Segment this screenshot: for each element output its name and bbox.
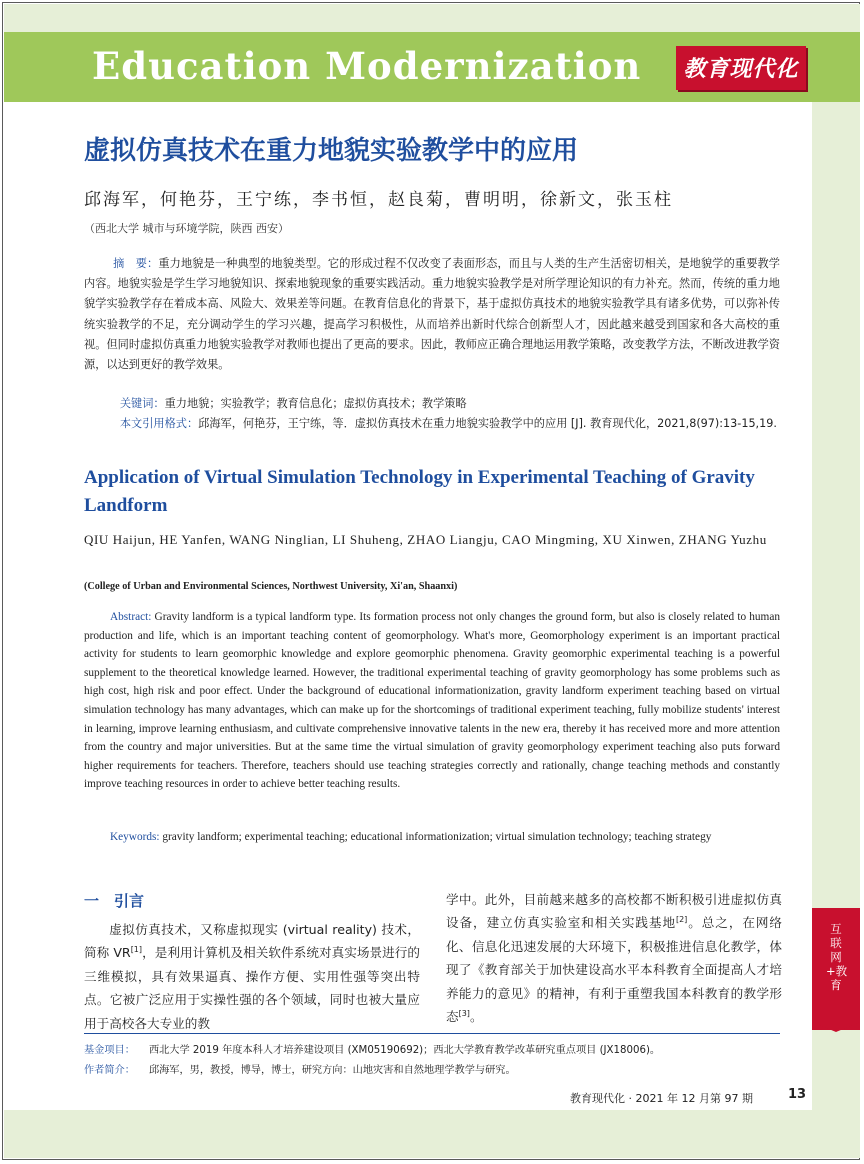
english-keywords xyxy=(84,828,780,847)
body-right-text-3: 。 xyxy=(469,1009,483,1025)
body-right-text-1: 学中。此外，目前越来越多的高校都不断积极引进虚拟仿真设备，建立仿真实验室和相关实践基地 xyxy=(446,892,782,931)
body-column-left xyxy=(84,918,420,1035)
journal-header-title: Education Modernization xyxy=(92,44,642,88)
english-keywords-text: gravity landform; experimental teaching; educational informationization; virtual simulation technology; teaching strategy xyxy=(159,831,712,843)
side-tab-label: 互联网+教育 xyxy=(826,922,848,992)
body-left-text-2: ，是利用计算机及相关软件系统对真实场景进行的三维模拟，具有效果逼真、操作方便、实用性强等突出特点。它被广泛应用于实操性强的各个领域，同时也被大量应用于高校各大专业的教 xyxy=(84,945,421,1031)
chinese-authors: 邱海军，何艳芬，王宁练，李书恒，赵良菊，曹明明，徐新文，张玉柱 xyxy=(84,190,673,210)
page-number: 13 xyxy=(788,1087,807,1102)
reference-marker-2[interactable]: [2] xyxy=(675,915,688,925)
header-top-band xyxy=(4,4,860,32)
side-tab-notch xyxy=(812,1022,860,1032)
journal-brand-logo xyxy=(676,46,806,90)
body-left-text-1: 虚拟仿真技术，又称虚拟现实 (virtual reality) 技术，简称 VR xyxy=(84,922,420,961)
side-tab-internet-education xyxy=(812,908,860,1030)
journal-brand-text: 教育现代化 xyxy=(683,57,799,82)
section-heading-introduction: 一 引言 xyxy=(84,892,145,910)
chinese-keywords-text: 重力地貌；实验教学；教育信息化；虚拟仿真技术；教学策略 xyxy=(164,397,467,410)
bottom-margin-strip xyxy=(4,1110,860,1158)
footnote-divider xyxy=(84,1033,780,1034)
chinese-title: 虚拟仿真技术在重力地貌实验教学中的应用 xyxy=(84,136,579,166)
author-intro-label: 作者简介： xyxy=(84,1065,135,1076)
english-abstract-text: Gravity landform is a typical landform type. Its formation process not only changes the ground form, but also is closely related to human production and life, which is an important teaching content of geomorphology. What's more, Geomorphology experiment is an important practical activity for students to learn geomorphic knowledge and explore geomorphic phenomena. Gravity geomorphic experimental teaching is a powerful supplement to the theoretical knowledge learned. However, the traditional experimental teaching of gravity geomorphology has some problems such as high cost, high risk and poor effect. Under the background of educational informationization, gravity landform experiment teaching based on virtual simulation technology has many advantages, which can make up for the shortcomings of traditional experiment teaching, fully mobilize students' interest in learning, improve learning enthusiasm, and cultivate comprehensive innovative talents in the new era, thereby it has received more and more attention from the country and major universities. But at the same time the virtual simulation of gravity geomorphology experiment teaching also puts forward higher requirements for teachers. Therefore, teachers should use teaching strategies correctly and rationally, change teaching methods and constantly improve teaching resources in order to achieve better teaching results. xyxy=(84,611,780,791)
chinese-abstract-text: 重力地貌是一种典型的地貌类型。它的形成过程不仅改变了表面形态，而且与人类的生产生活密切相关，是地貌学的重要教学内容。地貌实验是学生学习地貌知识、探索地貌现象的重要实践活动。重力地貌实验教学是对所学理论知识的有力补充。然而，传统的重力地貌学实验教学存在着成本高、风险大、效果差等问题。在教育信息化的背景下，基于虚拟仿真技术的地貌实验教学具有诸多优势，可以弥补传统实验教学的不足，充分调动学生的学习兴趣，提高学习积极性，从而培养出新时代综合创新型人才，因此越来越受到国家和各大高校的重视。但同时虚拟仿真重力地貌实验教学对教师也提出了更高的要求。因此，教师应正确合理地运用教学策略，改变教学方法，不断改进教学资源，以达到更好的教学效果。 xyxy=(84,257,780,372)
citation-format xyxy=(84,414,780,434)
funding-text: 西北大学 2019 年度本科人才培养建设项目 (XM05190692)；西北大学教育教学改革研究重点项目 (JX18006)。 xyxy=(148,1045,661,1056)
chinese-keywords-label: 关键词： xyxy=(119,397,165,410)
citation-label: 本文引用格式： xyxy=(119,417,199,430)
reference-marker-1[interactable]: [1] xyxy=(130,945,143,955)
english-authors: QIU Haijun, HE Yanfen, WANG Ninglian, LI Shuheng, ZHAO Liangju, CAO Mingming, XU Xinwen, ZHANG Yuzhu xyxy=(84,532,767,547)
funding-label: 基金项目： xyxy=(84,1045,135,1056)
english-title: Application of Virtual Simulation Technology in Experimental Teaching of Gravity Landform xyxy=(84,467,755,516)
citation-text: 邱海军，何艳芬，王宁练，等．虚拟仿真技术在重力地貌实验教学中的应用 [J]. 教育现代化，2021,8(97):13-15,19. xyxy=(198,417,777,430)
chinese-abstract-label: 摘 要： xyxy=(113,257,159,270)
chinese-affiliation: （西北大学 城市与环境学院，陕西 西安） xyxy=(84,222,289,235)
english-abstract xyxy=(84,608,780,794)
english-abstract-label: Abstract: xyxy=(109,611,152,623)
body-column-right xyxy=(446,888,782,1028)
author-footnote xyxy=(84,1061,516,1076)
english-keywords-label: Keywords: xyxy=(109,831,160,843)
chinese-keywords xyxy=(84,394,780,414)
funding-footnote xyxy=(84,1041,660,1056)
footer-journal-info: 教育现代化 · 2021 年 12 月第 97 期 xyxy=(570,1092,753,1105)
chinese-abstract xyxy=(84,254,780,375)
english-affiliation: (College of Urban and Environmental Sciences, Northwest University, Xi'an, Shaanxi) xyxy=(84,581,458,592)
reference-marker-3[interactable]: [3] xyxy=(458,1008,470,1018)
body-right-text-2: 。总之，在网络化、信息化迅速发展的大环境下，积极推进信息化教学，体现了《教育部关于加快建设高水平本科教育全面提高人才培养能力的意见》的精神，有利于重塑我国本科教育的教学形态 xyxy=(446,915,783,1025)
author-intro-text: 邱海军，男，教授，博导，博士，研究方向：山地灾害和自然地理学教学与研究。 xyxy=(148,1065,516,1076)
